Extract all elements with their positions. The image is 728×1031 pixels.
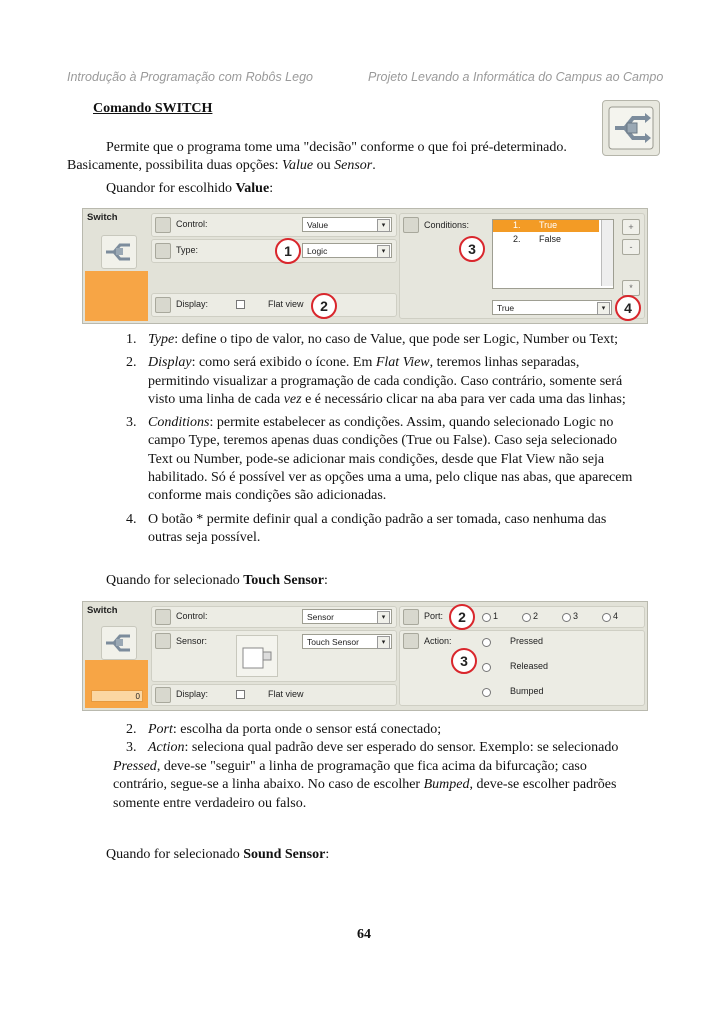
orange-area [85, 271, 148, 321]
port-option: 4 [613, 611, 619, 621]
text-run: Text ou Number, pode-se adicionar mais condições, desde que Flat View não seja [148, 451, 605, 467]
touch-heading: Quando for selecionado Touch Sensor: [106, 573, 328, 588]
list-line [148, 432, 632, 450]
action-radio[interactable] [482, 638, 491, 647]
list-line [148, 391, 632, 409]
port-row [399, 606, 645, 628]
list-line [148, 487, 632, 505]
conditions-icon [403, 217, 419, 233]
text-run: visto uma linha de cada [148, 391, 284, 407]
running-header-left: Introdução à Programação com Robôs Lego [67, 70, 313, 84]
callout-badge: 2 [311, 293, 337, 319]
list-line [148, 373, 632, 391]
conditions-area [399, 213, 645, 319]
type-dropdown[interactable]: Logic ▾ [302, 243, 392, 258]
text-run: Pressed [113, 759, 157, 774]
port-option: 2 [533, 611, 539, 621]
conditions-label: Conditions: [424, 220, 470, 230]
chevron-down-icon: ▾ [597, 302, 610, 315]
list-number: 3. [126, 415, 137, 431]
condition-num: 2. [513, 234, 521, 244]
sensor-label: Sensor: [176, 636, 208, 646]
panel-title: Switch [87, 212, 118, 223]
condition-num: 1. [513, 220, 521, 230]
display-label: Display: [176, 299, 209, 309]
switch-touch-panel [82, 601, 648, 711]
port-radio[interactable] [482, 613, 491, 622]
flat-view-label: Flat view [268, 689, 304, 699]
list-line [113, 776, 616, 794]
intro-line-1: Permite que o programa tome uma "decisão" conforme o que foi pré-determinado. [106, 140, 567, 155]
chevron-down-icon: ▾ [377, 219, 390, 232]
text-run: , deve-se "seguir" a linha de programação que fica acima da bifurcação; caso [156, 759, 587, 774]
text-run: somente entre verdadeiro ou falso. [113, 795, 307, 811]
switch-icon [101, 235, 137, 269]
running-header-right: Projeto Levando a Informática do Campus ao Campo [368, 70, 664, 84]
text-run: outras seja possível. [148, 529, 261, 545]
list-number: 2. [126, 722, 137, 737]
type-icon [155, 243, 171, 259]
text-run: : seleciona qual padrão deve ser esperado do sensor. Exemplo: se selecionado [184, 740, 619, 756]
text-run: vez [283, 391, 302, 407]
list-line [148, 739, 618, 757]
port-icon [403, 609, 419, 625]
flat-view-checkbox[interactable] [236, 690, 245, 699]
sensor-icon [155, 633, 171, 649]
switch-icon [101, 626, 137, 660]
add-condition-button[interactable]: + [622, 219, 640, 235]
text-run: : escolha da porta onde o sensor está conectado; [172, 722, 442, 737]
text-run: Conditions [148, 415, 210, 431]
list-line [148, 331, 632, 349]
text-run: , teremos linhas separadas, [429, 355, 580, 371]
text-run: Bumped [423, 777, 470, 793]
switch-value-panel [82, 208, 648, 324]
text-run: : permite estabelecer as condições. Assim, quando selecionado Logic no [209, 415, 614, 431]
port-label: Port: [424, 611, 444, 621]
control-icon [155, 609, 171, 625]
sensor-row [151, 630, 397, 682]
list-item [126, 721, 618, 739]
display-row [151, 684, 397, 706]
text-run: e é necessário clicar na aba para ver cada uma das linhas; [301, 391, 626, 407]
list-number: 4. [126, 511, 137, 527]
port-option: 3 [573, 611, 579, 621]
callout-badge: 3 [451, 648, 477, 674]
default-dropdown[interactable]: True ▾ [492, 300, 612, 315]
list-line [148, 721, 618, 739]
list-line [148, 451, 632, 469]
action-radio[interactable] [482, 663, 491, 672]
text-run: habilitado. Só é possível ver as opções uma a uma, pelo clique nas abas, que aparecem [148, 470, 633, 486]
flat-view-checkbox[interactable] [236, 300, 245, 309]
condition-label: False [539, 234, 562, 244]
touch-options-continuation [113, 758, 616, 813]
display-icon [155, 297, 171, 313]
display-row [151, 293, 397, 317]
control-dropdown[interactable]: Value ▾ [302, 217, 392, 232]
control-label: Control: [176, 611, 208, 621]
value-heading: Quandor for escolhido Value: [106, 181, 274, 196]
callout-badge: 3 [459, 236, 485, 262]
list-number: 1. [126, 332, 137, 347]
text-run: , deve-se escolher padrões [469, 777, 617, 793]
control-row [151, 213, 397, 237]
action-option: Released [510, 661, 549, 671]
text-run: conforme mais condições são adicionadas. [148, 488, 387, 504]
list-line [148, 511, 632, 529]
chevron-down-icon: ▾ [377, 611, 390, 624]
text-run: Type [148, 332, 175, 347]
list-item [126, 414, 632, 505]
panel-title: Switch [87, 605, 118, 616]
callout-badge: 4 [615, 295, 641, 321]
text-run: permitindo visualizar a programação de cada condição. Caso contrário, somente será [148, 373, 623, 389]
action-icon [403, 633, 419, 649]
text-run: Display [148, 355, 192, 371]
action-label: Action: [424, 636, 452, 646]
text-run: Flat View [375, 355, 430, 371]
text-run: : como será exibido o ícone. Em [191, 355, 376, 371]
list-line [148, 414, 632, 432]
text-run: Action [148, 740, 185, 756]
text-run: Port [148, 722, 173, 737]
list-line [148, 529, 632, 547]
list-item [126, 511, 632, 548]
conditions-list[interactable] [492, 219, 614, 289]
action-option: Bumped [510, 686, 544, 696]
list-number: 3. [126, 740, 137, 756]
condition-label: True [539, 220, 558, 230]
text-run: contrário, segue-se a linha abaixo. No caso de escolher [113, 777, 424, 793]
callout-badge: 1 [275, 238, 301, 264]
list-item [126, 331, 632, 349]
control-label: Control: [176, 219, 208, 229]
port-option: 1 [493, 611, 499, 621]
switch-block-icon [602, 100, 660, 156]
sound-heading: Quando for selecionado Sound Sensor: [106, 847, 330, 862]
port-radio[interactable] [562, 613, 571, 622]
list-item [126, 354, 632, 409]
display-label: Display: [176, 689, 209, 699]
action-option: Pressed [510, 636, 544, 646]
control-row [151, 606, 397, 628]
text-run: O botão * permite definir qual a condição padrão a ser tomada, caso nenhuma das [148, 511, 607, 527]
remove-condition-button[interactable]: - [622, 239, 640, 255]
counter-field[interactable]: 0 [91, 690, 143, 702]
control-icon [155, 217, 171, 233]
touch-options-list [126, 721, 618, 758]
scrollbar[interactable] [601, 220, 613, 286]
text-run: campo Type, teremos apenas duas condições (True ou False). Caso seja selecionado [148, 433, 618, 449]
list-number: 2. [126, 355, 137, 371]
page-number: 64 [357, 927, 371, 942]
section-title: Comando SWITCH [93, 101, 213, 116]
chevron-down-icon: ▾ [377, 636, 390, 649]
control-dropdown[interactable]: Sensor ▾ [302, 609, 392, 624]
type-row [151, 239, 397, 263]
type-label: Type: [176, 245, 199, 255]
port-radio[interactable] [522, 613, 531, 622]
value-options-list [126, 331, 632, 552]
callout-badge: 2 [449, 604, 475, 630]
list-line [113, 758, 616, 776]
chevron-down-icon: ▾ [377, 245, 390, 258]
display-icon [155, 687, 171, 703]
list-item [126, 739, 618, 757]
text-run: : define o tipo de valor, no caso de Value, que pode ser Logic, Number ou Text; [174, 332, 619, 347]
list-line [148, 354, 632, 372]
flat-view-label: Flat view [268, 299, 304, 309]
touch-sensor-icon [236, 635, 278, 677]
action-row [399, 630, 645, 706]
list-line [113, 795, 616, 813]
default-condition-button[interactable]: * [622, 280, 640, 296]
action-radio[interactable] [482, 688, 491, 697]
port-radio[interactable] [602, 613, 611, 622]
list-line [148, 469, 632, 487]
intro-line-2: Basicamente, possibilita duas opções: Value ou Sensor. [67, 158, 376, 173]
sensor-dropdown[interactable]: Touch Sensor ▾ [302, 634, 392, 649]
